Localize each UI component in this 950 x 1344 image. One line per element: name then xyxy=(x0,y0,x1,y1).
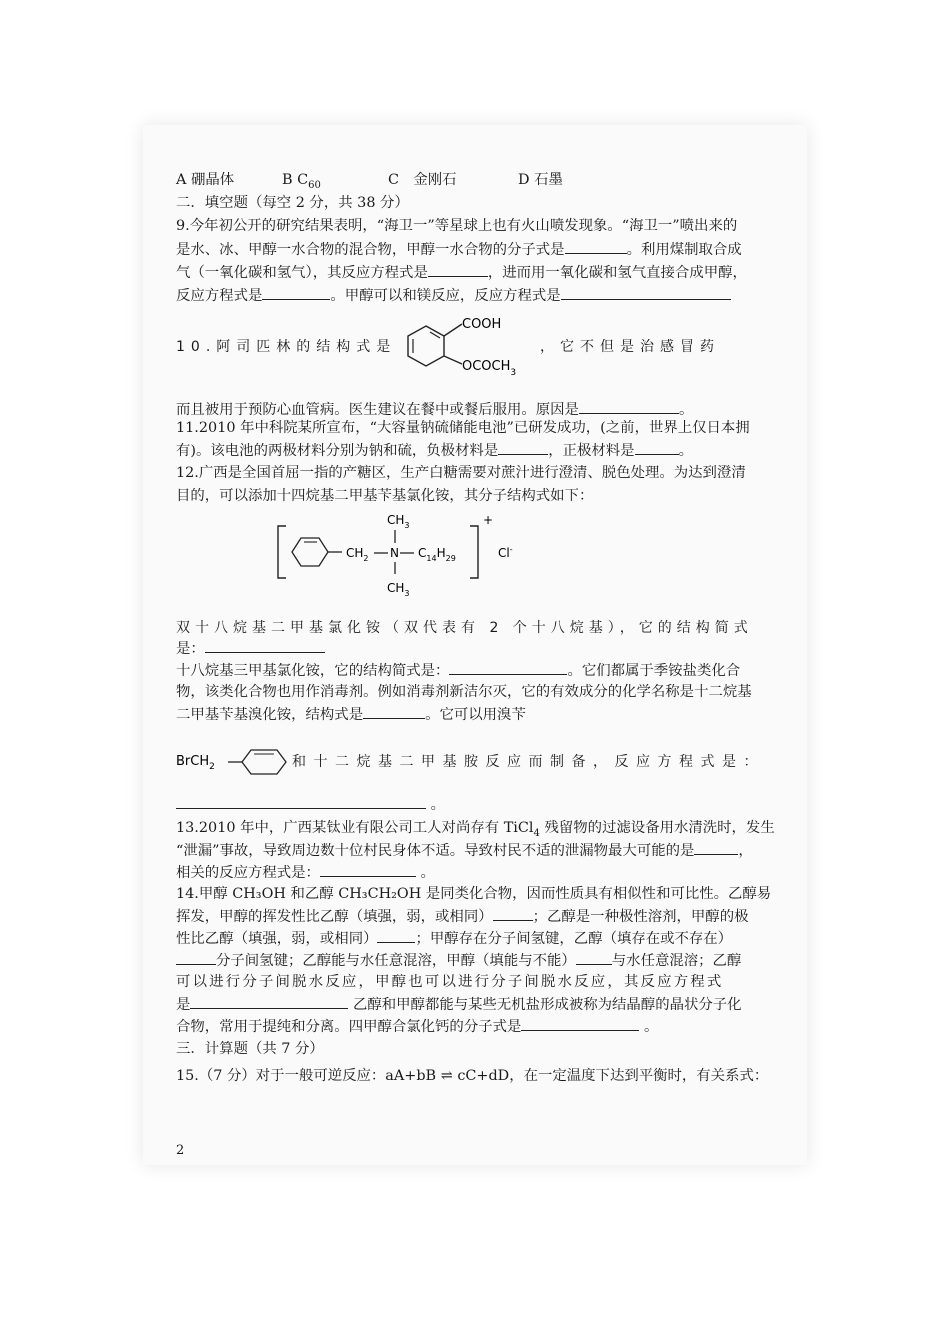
blank xyxy=(576,950,612,965)
q12-line-1: 12.广西是全国首屈一指的产糖区，生产白糖需要对蔗汁进行澄清、脱色处理。为达到澄清 xyxy=(176,465,746,481)
nitrogen-label: N xyxy=(390,546,399,560)
ch2-label: $CH_2$ xyxy=(346,546,369,563)
option-d: D 石墨 xyxy=(518,172,563,188)
option-c: C 金刚石 xyxy=(388,172,457,188)
aspirin-structure xyxy=(398,312,558,376)
q10-prefix: 10.阿司匹林的结构式是 xyxy=(176,339,397,355)
ococh3-label: $OCOCH_3$ xyxy=(462,359,517,376)
blank xyxy=(262,285,330,300)
blank xyxy=(205,638,325,653)
q10-line-2: 而且被用于预防心血管病。医生建议在餐中或餐后服用。原因是 。 xyxy=(176,399,693,420)
blank xyxy=(363,704,425,719)
blank xyxy=(190,994,348,1009)
q14-line-2: 挥发，甲醇的挥发性比乙醇（填强，弱，或相同） ；乙醇是一种极性溶剂，甲醇的极 xyxy=(176,906,748,927)
q14-line-4: 分子间氢键；乙醇能与水任意混溶，甲醇（填能与不能） 与水任意混溶；乙醇 xyxy=(176,950,741,971)
q9-line-1: 9.今年初公开的研究结果表明，“海卫一”等星球上也有火山喷发现象。“海卫一”喷出来的 xyxy=(176,218,738,234)
c14h29-label: $C_{14}H_{29}$ xyxy=(418,546,456,563)
chloride-label: Cl- xyxy=(498,545,513,560)
ch3-top-label: $CH_3$ xyxy=(387,513,410,530)
q12-line-3: 双十八烷基二甲基氯化铵（双代表有 2 个十八烷基），它的结构简式 xyxy=(176,620,753,636)
q14-line-1: 14.甲醇 CH₃OH 和乙醇 CH₃CH₂OH 是同类化合物，因而性质具有相似性和可比性。乙醇易 xyxy=(176,886,772,902)
ch3-bottom-label: $CH_3$ xyxy=(387,581,410,598)
q12-line-6: 物，该类化合物也用作消毒剂。例如消毒剂新洁尔灭，它的有效成分的化学名称是十二烷基 xyxy=(176,684,752,700)
blank xyxy=(521,1016,639,1031)
blank xyxy=(493,906,533,921)
blank xyxy=(176,794,426,809)
q13-line-2: “泄漏”事故，导致周边数十位村民身体不适。导致村民不适的泄漏物最大可能的是 ， xyxy=(176,840,753,861)
option-a: A 硼晶体 xyxy=(176,172,235,188)
q11-line-1: 11.2010 年中科院某所宣布，“大容量钠硫储能电池”已研发成功，(之前，世界上仅日本拥 xyxy=(176,420,750,436)
blank xyxy=(498,440,548,455)
blank xyxy=(561,285,731,300)
q12-line-7: 二甲基苄基溴化铵，结构式是 。它可以用溴苄 xyxy=(176,704,526,725)
q9-line-3: 气（一氧化碳和氢气），其反应方程式是 ，进而用一氧化碳和氢气直接合成甲醇， xyxy=(176,262,747,283)
q12-line-2: 目的，可以添加十四烷基二甲基苄基氯化铵，其分子结构式如下： xyxy=(176,488,594,504)
blank xyxy=(579,399,679,414)
page-number: 2 xyxy=(176,1143,185,1158)
q14-line-3: 性比乙醇（填强，弱，或相同） ；甲醇存在分子间氢键，乙醇（填存在或不存在） xyxy=(176,928,732,949)
q14-line-6: 是 乙醇和甲醇都能与某些无机盐形成被称为结晶醇的晶状分子化 xyxy=(176,994,742,1015)
blank xyxy=(635,440,679,455)
charge-plus: + xyxy=(483,513,494,527)
section-3-heading: 三．计算题（共 7 分） xyxy=(176,1041,324,1057)
blank xyxy=(565,239,627,254)
q13-line-1: 13.2010 年中，广西某钛业有限公司工人对尚存有 TiCl$_4$ 残留物的过滤设备用水清洗时，发生 xyxy=(176,820,775,839)
q12-line-5: 十八烷基三甲基氯化铵，它的结构简式是： 。它们都属于季铵盐类化合 xyxy=(176,660,740,681)
q13-line-3: 相关的反应方程式是： 。 xyxy=(176,862,435,883)
q9-line-4: 反应方程式是 。甲醇可以和镁反应，反应方程式是 xyxy=(176,285,731,306)
q12-line-4: 是： xyxy=(176,638,325,659)
blank xyxy=(377,928,415,943)
benzyl-bromide-structure xyxy=(176,745,294,779)
blank xyxy=(449,660,567,675)
q11-line-2: 有)。该电池的两极材料分别为钠和硫，负极材料是 ，正极材料是 。 xyxy=(176,440,693,461)
q10-suffix: ，它不但是治感冒药 xyxy=(540,339,720,355)
cooh-label: COOH xyxy=(462,317,502,332)
q15-line-1: 15.（7 分）对于一般可逆反应：aA+bB ⇌ cC+dD，在一定温度下达到平衡时，有关系式： xyxy=(176,1068,769,1084)
section-2-heading: 二．填空题（每空 2 分，共 38 分） xyxy=(176,195,409,211)
quaternary-ammonium-structure xyxy=(270,510,530,602)
blank xyxy=(176,950,216,965)
q14-line-7: 合物，常用于提纯和分离。四甲醇合氯化钙的分子式是 。 xyxy=(176,1016,658,1037)
blank xyxy=(428,262,488,277)
blank xyxy=(694,840,738,855)
brch2-label: BrCH$_2$ xyxy=(176,754,215,772)
q12-line-9: 。 xyxy=(176,794,445,815)
option-b: B $C_{60}$ xyxy=(282,172,321,191)
blank xyxy=(320,862,416,877)
q12-line-8: 和十二烷基二甲基胺反应而制备，反应方程式是： xyxy=(292,754,765,770)
q9-line-2: 是水、冰、甲醇一水合物的混合物，甲醇一水合物的分子式是 。利用煤制取合成 xyxy=(176,239,742,260)
q14-line-5: 可以进行分子间脱水反应，甲醇也可以进行分子间脱水反应，其反应方程式 xyxy=(176,974,724,990)
